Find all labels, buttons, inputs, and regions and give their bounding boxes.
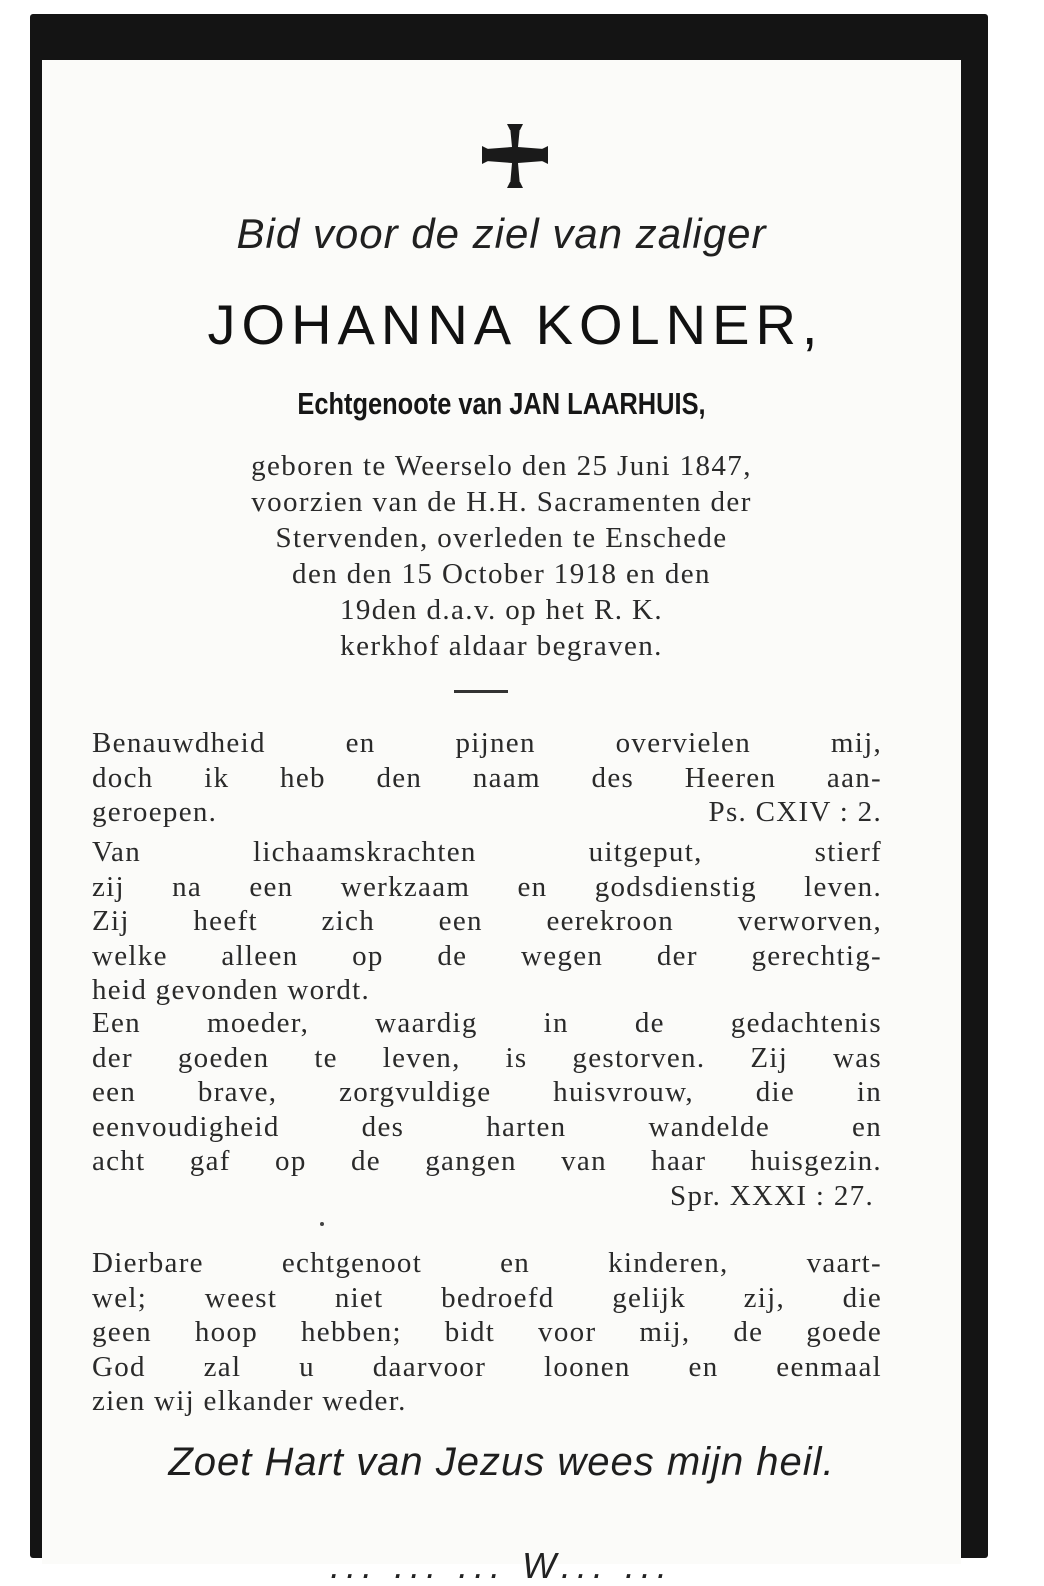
text-line: geboren te Weerselo den 25 Juni 1847, — [251, 450, 752, 482]
spouse-line: Echtgenoote van JAN LAARHUIS, — [297, 386, 706, 421]
cutoff-text — [42, 1545, 961, 1586]
verse-life — [92, 835, 882, 1008]
dot-mark — [320, 1222, 324, 1226]
text-line: zij na een werkzaam en godsdienstig leven. — [92, 870, 882, 903]
text-line: Dierbare echtgenoot en kinderen, vaart- — [92, 1247, 882, 1279]
closing-prayer: Zoet Hart van Jezus wees mijn heil. — [168, 1440, 835, 1484]
text-line: wel; weest niet bedroefd gelijk zij, die — [92, 1281, 882, 1314]
scripture-reference: Ps. CXIV : 2. — [708, 796, 882, 828]
text-line: een brave, zorgvuldige huisvrouw, die in — [92, 1076, 882, 1108]
text-line: Stervenden, overleden te Enschede — [275, 522, 728, 554]
text-line: geroepen. — [92, 796, 218, 828]
text-line: heid gevonden wordt. — [92, 974, 371, 1006]
text-line: zien wij elkander weder. — [92, 1385, 407, 1417]
farewell-text — [92, 1246, 882, 1419]
text-line: der goeden te leven, is gestorven. Zij was — [92, 1041, 882, 1074]
text-line: God zal u daarvoor loonen en eenmaal — [92, 1350, 882, 1383]
text-line: 19den d.a.v. op het R. K. — [339, 594, 664, 626]
text-line: kerkhof aldaar begraven. — [340, 630, 663, 662]
text-line: Benauwdheid en pijnen overvielen mij, — [92, 727, 882, 759]
divider — [454, 690, 508, 693]
text-line: welke alleen op de wegen der gerechtig- — [92, 939, 882, 972]
deceased-name: JOHANNA KOLNER, — [207, 293, 824, 356]
text-line: Een moeder, waardig in de gedachtenis — [92, 1007, 882, 1039]
maltese-cross-icon — [480, 120, 550, 190]
text-line: eenvoudigheid des harten wandelde en — [92, 1110, 882, 1143]
scripture-reference: Spr. XXXI : 27. — [670, 1179, 874, 1212]
text-line: voorzien van de H.H. Sacramenten der — [251, 486, 752, 518]
text-line: doch ik heb den naam des Heeren aan- — [92, 761, 882, 794]
prayer-heading: Bid voor de ziel van zaliger — [236, 210, 767, 257]
verse-psalm — [92, 726, 882, 830]
text-line: den den 15 October 1918 en den — [292, 558, 711, 590]
verse-mother — [92, 1006, 882, 1213]
text-line: Van lichaamskrachten uitgeput, stierf — [92, 836, 882, 868]
birth-death-text — [102, 448, 901, 664]
text-line: geen hoop hebben; bidt voor mij, de goede — [92, 1316, 882, 1348]
text-line: acht gaf op de gangen van haar huisgezin. — [92, 1145, 882, 1177]
text-line: ... ... ... W... ... — [330, 1545, 673, 1586]
text-line: Zij heeft zich een eerekroon verworven, — [92, 905, 882, 937]
memorial-card — [42, 60, 961, 1586]
